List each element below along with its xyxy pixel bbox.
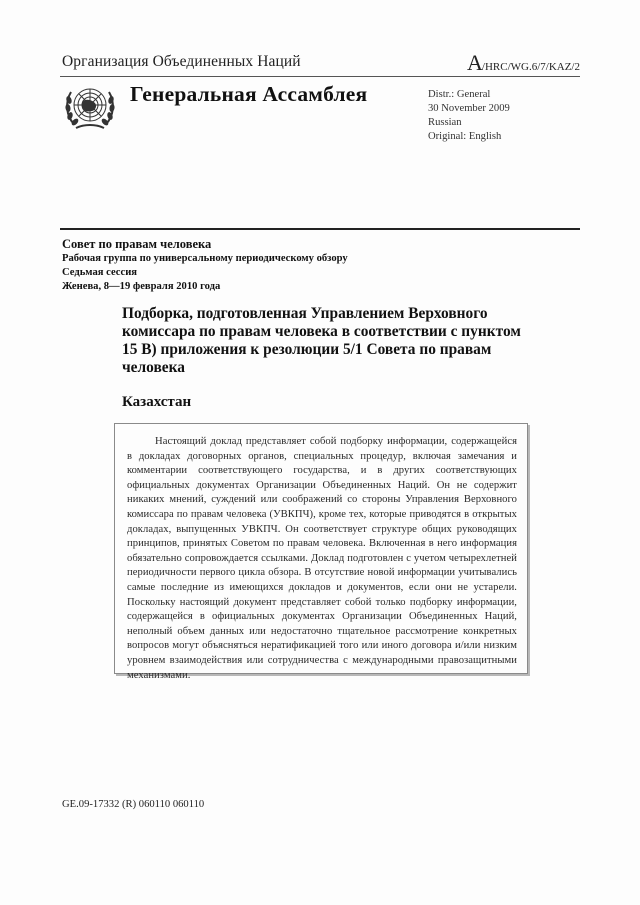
- council-name: Совет по правам человека: [62, 237, 212, 251]
- document-date: 30 November 2009: [428, 103, 510, 114]
- place-dates: Женева, 8—19 февраля 2010 года: [62, 281, 221, 292]
- header-rule: [60, 76, 580, 77]
- distribution-label: Distr.: General: [428, 89, 491, 100]
- working-group: Рабочая группа по универсальному периодическому обзору: [62, 253, 348, 264]
- document-symbol-code: /HRC/WG.6/7/KAZ/2: [481, 61, 580, 73]
- organization-name: Организация Объединенных Наций: [62, 53, 301, 70]
- section-rule: [60, 228, 580, 230]
- original-language: Original: English: [428, 131, 502, 142]
- country-heading: Казахстан: [122, 394, 192, 410]
- document-language: Russian: [428, 117, 462, 128]
- distribution-meta: [428, 88, 510, 144]
- job-number: GE.09-17332 (R) 060110 060110: [62, 799, 205, 810]
- document-symbol-prefix: A: [467, 50, 482, 75]
- council-block: [62, 236, 348, 294]
- un-emblem-icon: [62, 80, 118, 132]
- summary-box: [114, 423, 528, 681]
- summary-text: Настоящий доклад представляет собой подборку информации, содержащейся в докладах договорных органов, специальных процедур, включая замечания и комментарии соответствующего государства, и в других соответствующих официальных документах Организации Объединенных Наций. Он не содержит никаких мнений, суждений или соображений со стороны Управления Верховного комиссара по правам человека (УВКПЧ), кроме тех, которые приводятся в открытых докладах, выпущенных УВКПЧ. Он соответствует структуре общих руководящих принципов, принятых Советом по правам человека. Включенная в него информация обязательно сопровождается ссылками. Доклад подготовлен с учетом четырехлетней периодичности первого цикла обзора. В отсутствие новой информации учитывались самые последние из имеющихся докладов и документов, если они не устарели. Поскольку настоящий документ представляет собой только подборку информации, содержащейся в официальных документах Организации Объединенных Наций, неполный объем данных или недостаточно тщательное рассмотрение конкретных вопросов могут объясняться нератификацией того или иного договора и/или низким уровнем взаимодействия или сотрудничества с международными правозащитными механизмами.: [127, 436, 517, 681]
- body-name: Генеральная Ассамблея: [130, 82, 368, 106]
- session: Седьмая сессия: [62, 267, 138, 278]
- document-title: Подборка, подготовленная Управлением Верховного комиссара по правам человека в соответствии с пунктом 15 B) приложения к резолюции 5/1 Совета по правам человека: [122, 305, 521, 376]
- document-symbol: [467, 50, 580, 76]
